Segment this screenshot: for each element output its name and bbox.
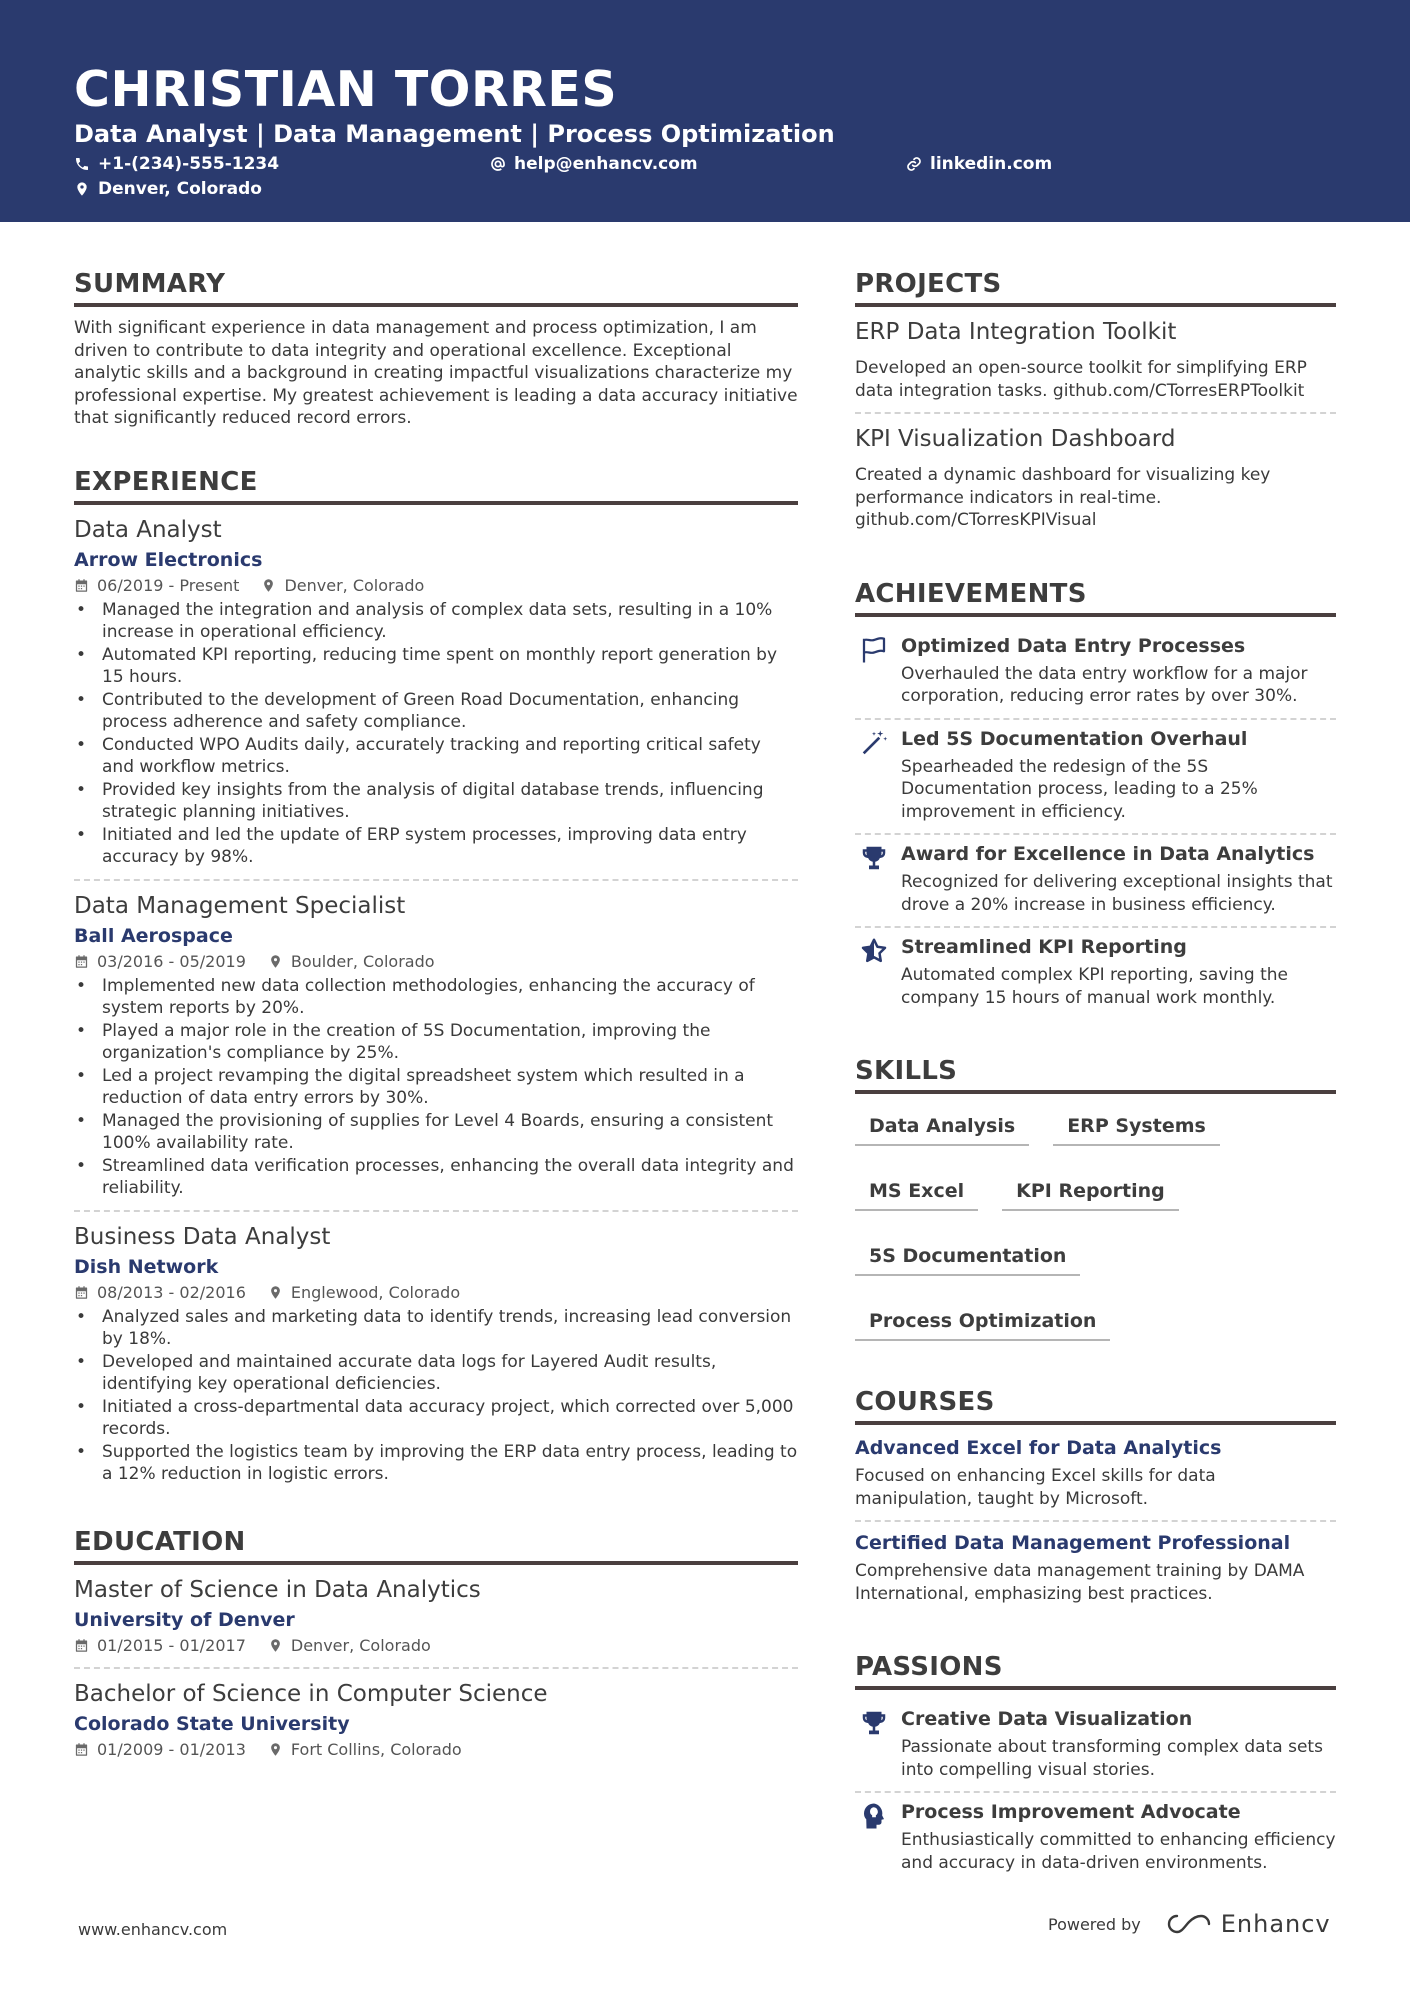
skill-tag: ERP Systems: [1053, 1114, 1220, 1146]
bullet-item: • Provided key insights from the analysis of digital database trends, influencing strategic planning initiatives.: [74, 779, 798, 824]
candidate-name: CHRISTIAN TORRES: [74, 61, 618, 118]
bullet-item: • Analyzed sales and marketing data to identify trends, increasing lead conversion by 18%.: [74, 1306, 798, 1351]
course-entry: [855, 1435, 1336, 1522]
project-entry: [855, 424, 1336, 542]
bullet-item: • Initiated a cross-departmental data accuracy project, which corrected over 5,000 records.: [74, 1396, 798, 1441]
education-location: Fort Collins, Colorado: [290, 1739, 462, 1759]
candidate-tagline: Data Analyst | Data Management | Process Optimization: [74, 120, 835, 148]
bullet-item: • Conducted WPO Audits daily, accurately tracking and reporting critical safety and workflow metrics.: [74, 734, 798, 779]
brand-name: Enhancv: [1220, 1910, 1331, 1938]
job-bullets: [74, 975, 798, 1200]
school-name: Colorado State University: [74, 1712, 350, 1735]
phone-text: +1-(234)-555-1234: [98, 154, 280, 174]
job-meta: [74, 951, 798, 973]
email-text: help@enhancv.com: [514, 154, 698, 174]
contact-email[interactable]: [490, 153, 698, 175]
achievement-description: Automated complex KPI reporting, saving the company 15 hours of manual work monthly.: [901, 965, 1288, 1008]
achievement-title: Award for Excellence in Data Analytics: [901, 843, 1315, 865]
bullet-item: • Implemented new data collection methodologies, enhancing the accuracy of system reports by 20%.: [74, 975, 798, 1020]
contact-linkedin[interactable]: [906, 153, 1052, 175]
star-icon: [855, 934, 901, 1009]
skill-tag: Process Optimization: [855, 1309, 1110, 1341]
achievement-description: Overhauled the data entry workflow for a major corporation, reducing error rates by over 30%.: [901, 663, 1308, 706]
bullet-item: • Developed and maintained accurate data logs for Layered Audit results, identifying key operational deficiencies.: [74, 1351, 798, 1396]
at-icon: [490, 156, 506, 172]
location-pin-icon: [261, 578, 276, 593]
resume-header: [0, 0, 1410, 222]
project-description: Developed an open-source toolkit for simplifying ERP data integration tasks. github.com/CTorresERPToolkit: [855, 358, 1307, 401]
education-section: [74, 1526, 798, 1771]
job-title: Data Management Specialist: [74, 892, 406, 919]
education-location: Denver, Colorado: [290, 1635, 431, 1655]
job-entry: [74, 891, 798, 1212]
job-location: Denver, Colorado: [284, 575, 425, 595]
skills-section: [855, 1055, 1336, 1374]
right-column: [855, 268, 1336, 1920]
company-name: Dish Network: [74, 1255, 219, 1278]
magic-wand-icon: [855, 726, 901, 824]
achievement-title: Optimized Data Entry Processes: [901, 634, 1246, 657]
section-title: EXPERIENCE: [74, 466, 798, 505]
phone-icon: [74, 156, 90, 172]
job-title: Business Data Analyst: [74, 1223, 331, 1250]
calendar-icon: [74, 578, 89, 593]
education-meta: [74, 1739, 798, 1761]
location-pin-icon: [268, 1285, 283, 1300]
job-location: Englewood, Colorado: [290, 1282, 461, 1302]
project-title: KPI Visualization Dashboard: [855, 426, 1176, 452]
section-title: COURSES: [855, 1386, 1336, 1425]
summary-text: With significant experience in data management and process optimization, I am driven to contribute to data integrity and operational excellence. Exceptional analytic skills and a background in creating impactful visualizations characterize my professional expertise. My greatest achievement is leading a data accuracy initiative that significantly reduced record errors.: [74, 318, 798, 429]
flag-icon: [855, 633, 901, 708]
summary-section: [74, 268, 798, 430]
job-dates: 03/2016 - 05/2019: [97, 951, 246, 971]
calendar-icon: [74, 1742, 89, 1757]
achievement-entry: [855, 928, 1336, 1019]
bullet-item: • Managed the provisioning of supplies for Level 4 Boards, ensuring a consistent 100% availability rate.: [74, 1110, 798, 1155]
education-meta: [74, 1635, 798, 1657]
location-pin-icon: [268, 1638, 283, 1653]
passion-description: Enthusiastically committed to enhancing efficiency and accuracy in data-driven environments.: [901, 1830, 1336, 1873]
passions-section: [855, 1651, 1336, 1884]
bullet-item: • Played a major role in the creation of 5S Documentation, improving the organization's compliance by 25%.: [74, 1020, 798, 1065]
job-title: Data Analyst: [74, 516, 222, 543]
calendar-icon: [74, 1285, 89, 1300]
section-title: PROJECTS: [855, 268, 1336, 307]
skill-tag: Data Analysis: [855, 1114, 1029, 1146]
powered-by-text: Powered by: [1048, 1914, 1141, 1934]
project-description: Created a dynamic dashboard for visualizing key performance indicators in real-time. github.com/CTorresKPIVisual: [855, 465, 1271, 530]
achievement-description: Spearheaded the redesign of the 5S Documentation process, leading to a 25% improvement in efficiency.: [901, 756, 1258, 822]
job-entry: [74, 1222, 798, 1496]
education-dates: 01/2009 - 01/2013: [97, 1739, 246, 1759]
school-name: University of Denver: [74, 1608, 295, 1631]
job-location: Boulder, Colorado: [290, 951, 435, 971]
projects-section: [855, 268, 1336, 542]
footer-website[interactable]: www.enhancv.com: [78, 1920, 228, 1939]
skill-tag: MS Excel: [855, 1179, 978, 1211]
bullet-item: • Contributed to the development of Green Road Documentation, enhancing process adherence and safety compliance.: [74, 689, 798, 734]
project-entry: [855, 317, 1336, 414]
bullet-item: • Automated KPI reporting, reducing time spent on monthly report generation by 15 hours.: [74, 644, 798, 689]
course-description: Comprehensive data management training by DAMA International, emphasizing best practices.: [855, 1561, 1305, 1604]
location-pin-icon: [74, 181, 90, 197]
company-name: Ball Aerospace: [74, 924, 233, 947]
contact-location: [74, 178, 262, 200]
achievement-description: Recognized for delivering exceptional insights that drove a 20% increase in business efficiency.: [901, 872, 1333, 915]
degree-title: Master of Science in Data Analytics: [74, 1576, 481, 1603]
bullet-item: • Initiated and led the update of ERP system processes, improving data entry accuracy by 98%.: [74, 824, 798, 869]
job-dates: 06/2019 - Present: [97, 575, 240, 595]
course-title: Advanced Excel for Data Analytics: [855, 1437, 1222, 1459]
bullet-item: • Streamlined data verification processes, enhancing the overall data integrity and reliability.: [74, 1155, 798, 1200]
location-pin-icon: [268, 954, 283, 969]
achievement-entry: [855, 720, 1336, 836]
link-icon: [906, 156, 922, 172]
education-entry: [74, 1575, 798, 1669]
trophy-icon: [855, 841, 901, 916]
achievement-title: Streamlined KPI Reporting: [901, 936, 1187, 958]
achievement-entry: [855, 835, 1336, 928]
job-dates: 08/2013 - 02/2016: [97, 1282, 246, 1302]
job-bullets: [74, 599, 798, 869]
course-entry: [855, 1530, 1336, 1615]
location-pin-icon: [268, 1742, 283, 1757]
footer-branding: [1048, 1910, 1331, 1938]
job-meta: [74, 1282, 798, 1304]
course-title: Certified Data Management Professional: [855, 1532, 1291, 1554]
experience-section: [74, 466, 798, 1496]
passion-title: Creative Data Visualization: [901, 1708, 1193, 1730]
calendar-icon: [74, 954, 89, 969]
company-name: Arrow Electronics: [74, 548, 263, 571]
passion-entry: [855, 1793, 1336, 1884]
section-title: SKILLS: [855, 1055, 1336, 1094]
project-title: ERP Data Integration Toolkit: [855, 319, 1177, 345]
section-title: EDUCATION: [74, 1526, 798, 1565]
skill-tag: 5S Documentation: [855, 1244, 1080, 1276]
bullet-item: • Led a project revamping the digital spreadsheet system which resulted in a reduction of data entry errors by 30%.: [74, 1065, 798, 1110]
achievement-entry: [855, 627, 1336, 720]
section-title: SUMMARY: [74, 268, 798, 307]
head-lightbulb-icon: [855, 1799, 901, 1874]
skills-list: [855, 1104, 1336, 1374]
job-entry: [74, 515, 798, 881]
bullet-item: • Managed the integration and analysis of complex data sets, resulting in a 10% increase in operational efficiency.: [74, 599, 798, 644]
achievements-section: [855, 578, 1336, 1020]
bullet-item: • Supported the logistics team by improving the ERP data entry process, leading to a 12% reduction in logistic errors.: [74, 1441, 798, 1486]
section-title: ACHIEVEMENTS: [855, 578, 1336, 617]
degree-title: Bachelor of Science in Computer Science: [74, 1680, 548, 1707]
calendar-icon: [74, 1638, 89, 1653]
skill-tag: KPI Reporting: [1002, 1179, 1179, 1211]
course-description: Focused on enhancing Excel skills for data manipulation, taught by Microsoft.: [855, 1466, 1216, 1509]
left-column: [74, 268, 798, 1807]
trophy-icon: [855, 1706, 901, 1781]
education-entry: [74, 1679, 798, 1771]
passion-description: Passionate about transforming complex data sets into compelling visual stories.: [901, 1737, 1323, 1780]
education-dates: 01/2015 - 01/2017: [97, 1635, 246, 1655]
courses-section: [855, 1386, 1336, 1615]
location-text: Denver, Colorado: [98, 179, 262, 199]
passion-entry: [855, 1700, 1336, 1793]
achievement-title: Led 5S Documentation Overhaul: [901, 727, 1248, 750]
job-meta: [74, 575, 798, 597]
passion-title: Process Improvement Advocate: [901, 1801, 1241, 1823]
linkedin-text: linkedin.com: [930, 154, 1053, 174]
job-bullets: [74, 1306, 798, 1486]
section-title: PASSIONS: [855, 1651, 1336, 1690]
enhancv-logo-icon: [1167, 1912, 1213, 1936]
contact-phone[interactable]: [74, 153, 279, 175]
